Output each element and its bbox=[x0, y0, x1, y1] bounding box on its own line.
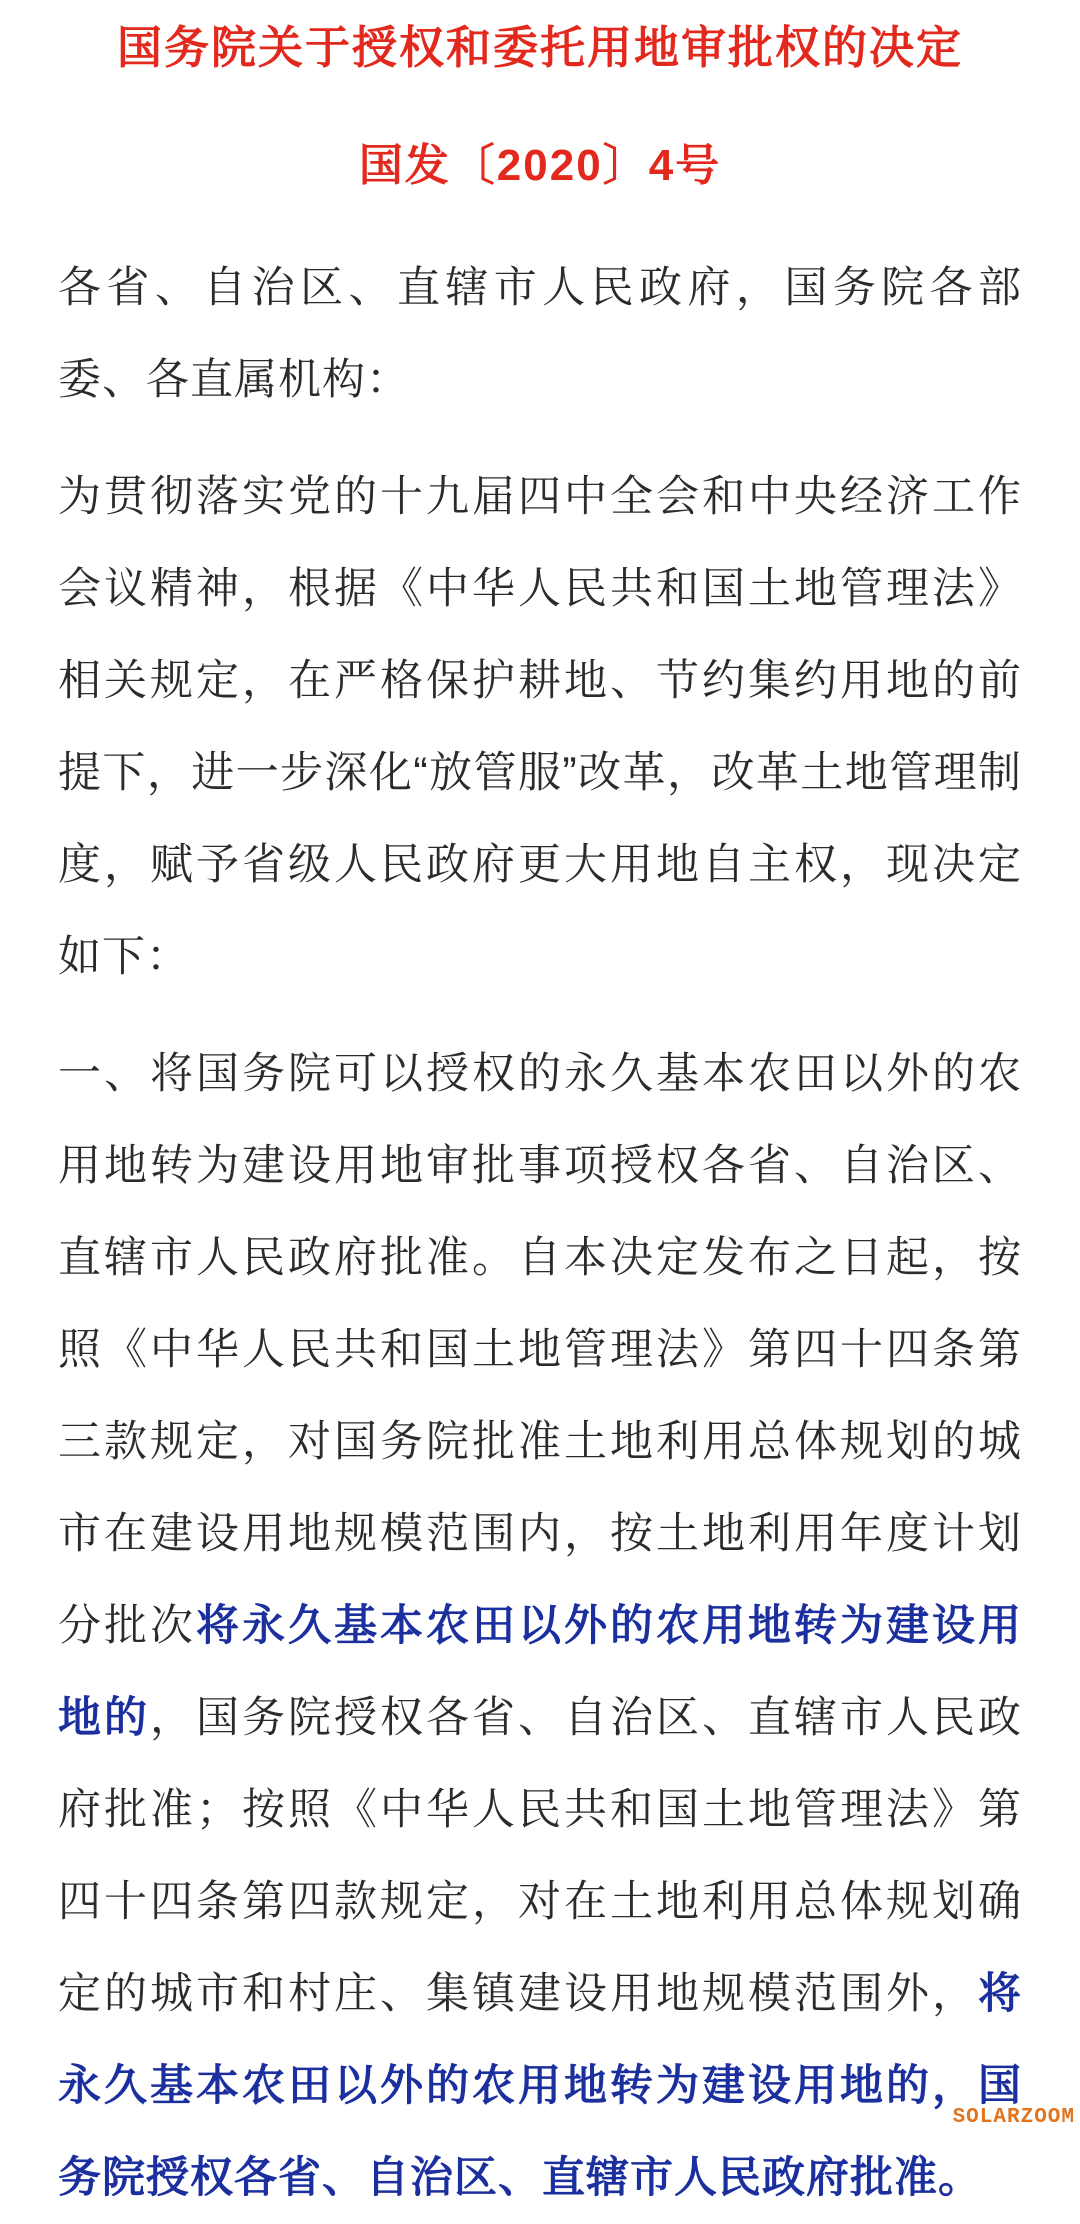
page-container bbox=[0, 20, 1080, 2202]
text-segment: 各省、自治区、直辖市人民政府，国务院各部委、各直属机构： bbox=[58, 264, 1022, 404]
emphasis-segment: 将永久基本农田以外的农用地转为建设用地的 bbox=[58, 1602, 1022, 1742]
emphasis-segment: 将永久基本农田以外的农用地转为建设用地的，国务院授权各省、自治区、直辖市人民政府批准。 bbox=[58, 1970, 1022, 2202]
paragraph bbox=[58, 451, 1022, 1003]
document-body bbox=[58, 242, 1022, 2224]
text-segment: 一、将国务院可以授权的永久基本农田以外的农用地转为建设用地审批事项授权各省、自治区、直辖市人民政府批准。自本决定发布之日起，按照《中华人民共和国土地管理法》第四十四条第三款规定，对国务院批准土地利用总体规划的城市在建设用地规模范围内，按土地利用年度计划分批次 bbox=[58, 1050, 1022, 1650]
paragraph bbox=[58, 242, 1022, 426]
watermark-solarzoom: SOLARZOOM bbox=[952, 2106, 1075, 2129]
document-title: 国务院关于授权和委托用地审批权的决定 bbox=[116, 22, 963, 73]
document-number: 国发〔2020〕4号 bbox=[358, 141, 722, 190]
text-segment: ，国务院授权各省、自治区、直辖市人民政府批准；按照《中华人民共和国土地管理法》第四十四条第四款规定，对在土地利用总体规划确定的城市和村庄、集镇建设用地规模范围外， bbox=[58, 1694, 1022, 2018]
paragraph bbox=[58, 1028, 1022, 2224]
document-page bbox=[0, 20, 1080, 2202]
text-segment: 为贯彻落实党的十九届四中全会和中央经济工作会议精神，根据《中华人民共和国土地管理法》相关规定，在严格保护耕地、节约集约用地的前提下，进一步深化“放管服”改革，改革土地管理制度，赋予省级人民政府更大用地自主权，现决定如下： bbox=[58, 473, 1022, 981]
